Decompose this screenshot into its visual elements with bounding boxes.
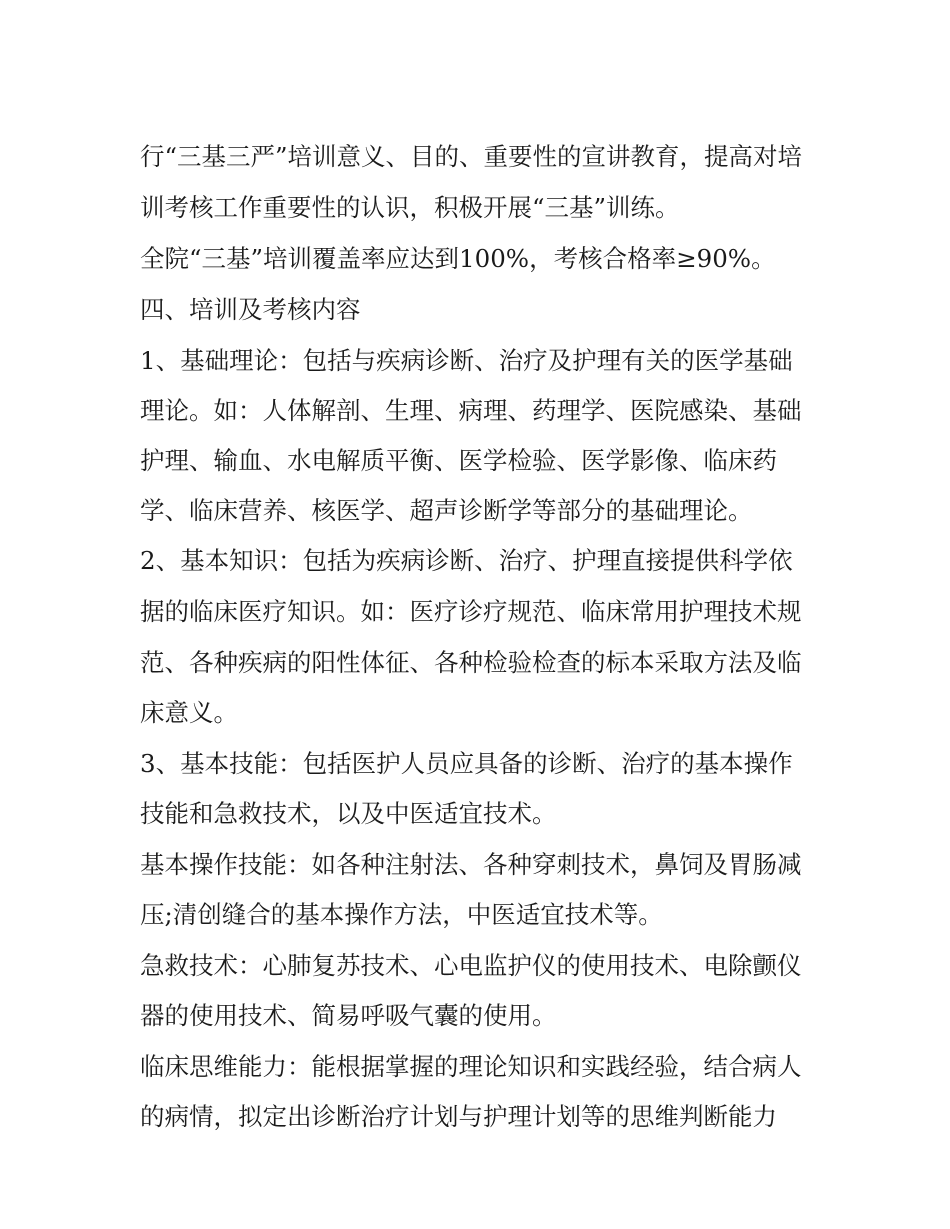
text-line: 基本操作技能：如各种注射法、各种穿刺技术，鼻饲及胃肠减	[140, 850, 802, 879]
text-line: 2、基本知识：包括为疾病诊断、治疗、护理直接提供科学依	[140, 546, 793, 575]
text-line: 训考核工作重要性的认识，积极开展“三基”训练。	[140, 193, 680, 222]
text-line: 全院“三基”培训覆盖率应达到100%，考核合格率≥90%。	[140, 244, 776, 273]
text-line: 临床思维能力：能根据掌握的理论知识和实践经验，结合病人	[140, 1052, 802, 1081]
text-line: 的病情，拟定出诊断治疗计划与护理计划等的思维判断能力	[140, 1102, 777, 1131]
text-line: 器的使用技术、简易呼吸气囊的使用。	[140, 1001, 557, 1030]
text-line: 行“三基三严”培训意义、目的、重要性的宣讲教育，提高对培	[140, 142, 803, 171]
text-line: 急救技术：心肺复苏技术、心电监护仪的使用技术、电除颤仪	[140, 951, 802, 980]
text-line: 1、基础理论：包括与疾病诊断、治疗及护理有关的医学基础	[140, 346, 793, 375]
section-heading: 四、培训及考核内容	[140, 295, 361, 324]
text-line: 理论。如：人体解剖、生理、病理、药理学、医院感染、基础	[140, 396, 802, 425]
text-line: 压;清创缝合的基本操作方法，中医适宜技术等。	[140, 900, 663, 929]
text-line: 床意义。	[140, 698, 238, 727]
text-line: 技能和急救技术，以及中医适宜技术。	[140, 799, 557, 828]
text-line: 护理、输血、水电解质平衡、医学检验、医学影像、临床药	[140, 446, 777, 475]
text-line: 范、各种疾病的阳性体征、各种检验检查的标本采取方法及临	[140, 648, 802, 677]
text-line: 3、基本技能：包括医护人员应具备的诊断、治疗的基本操作	[140, 749, 793, 778]
text-line: 据的临床医疗知识。如：医疗诊疗规范、临床常用护理技术规	[140, 597, 802, 626]
text-line: 学、临床营养、核医学、超声诊断学等部分的基础理论。	[140, 496, 753, 525]
